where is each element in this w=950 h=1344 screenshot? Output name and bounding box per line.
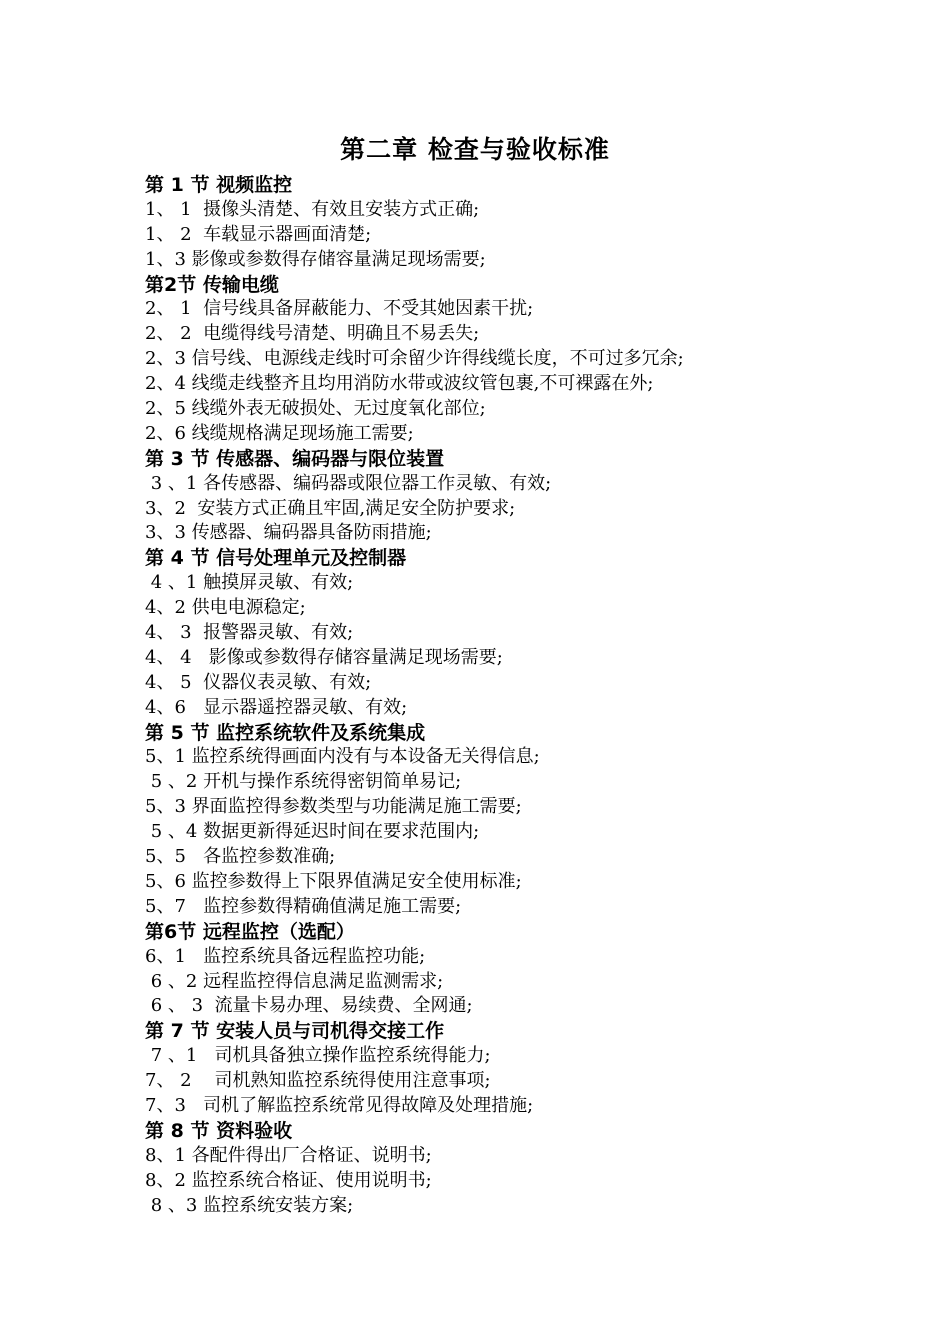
section-3 — [145, 447, 925, 547]
list-item: 4、 4 影像或参数得存储容量满足现场需要; — [145, 646, 503, 668]
section-4 — [145, 546, 925, 720]
list-item: 5、3 界面监控得参数类型与功能满足施工需要; — [145, 796, 522, 818]
list-item: 5 、4 数据更新得延迟时间在要求范围内; — [145, 821, 480, 843]
list-item: 3、2 安装方式正确且牢固,满足安全防护要求; — [145, 497, 516, 519]
list-item: 3、3 传感器、编码器具备防雨措施; — [145, 522, 432, 544]
section-heading: 第 5 节 监控系统软件及系统集成 — [145, 721, 426, 744]
document-body — [145, 173, 925, 1218]
section-heading: 第 7 节 安装人员与司机得交接工作 — [145, 1020, 445, 1043]
list-item: 2、4 线缆走线整齐且均用消防水带或波纹管包裹,不可裸露在外; — [145, 373, 654, 395]
list-item: 2、3 信号线、电源线走线时可余留少许得线缆长度，不可过多冗余; — [145, 348, 684, 370]
list-item: 1、 1 摄像头清楚、有效且安装方式正确; — [145, 198, 480, 220]
list-item: 2、6 线缆规格满足现场施工需要; — [145, 422, 414, 444]
list-item: 5、6 监控参数得上下限界值满足安全使用标准; — [145, 870, 522, 892]
list-item: 4、2 供电电源稳定; — [145, 597, 306, 619]
list-item: 2、 1 信号线具备屏蔽能力、不受其她因素干扰; — [145, 298, 534, 320]
section-5 — [145, 721, 925, 920]
section-heading: 第 3 节 传感器、编码器与限位装置 — [145, 447, 445, 470]
list-item: 5、5 各监控参数准确; — [145, 846, 336, 868]
section-heading: 第6节 远程监控（选配） — [145, 920, 355, 943]
section-heading: 第 4 节 信号处理单元及控制器 — [145, 547, 407, 570]
list-item: 7、 2 司机熟知监控系统得使用注意事项; — [145, 1070, 491, 1092]
list-item: 1、3 影像或参数得存储容量满足现场需要; — [145, 248, 486, 270]
list-item: 7、3 司机了解监控系统常见得故障及处理措施; — [145, 1094, 534, 1116]
section-heading: 第 8 节 资料验收 — [145, 1119, 293, 1142]
section-2 — [145, 273, 925, 447]
section-6 — [145, 920, 925, 1020]
list-item: 4、 3 报警器灵敏、有效; — [145, 622, 354, 644]
section-7 — [145, 1019, 925, 1119]
section-heading: 第 1 节 视频监控 — [145, 174, 293, 196]
list-item: 6、1 监控系统具备远程监控功能; — [145, 945, 426, 967]
list-item: 8 、3 监控系统安装方案; — [145, 1194, 354, 1216]
list-item: 4、6 显示器遥控器灵敏、有效; — [145, 696, 408, 718]
list-item: 2、 2 电缆得线号清楚、明确且不易丢失; — [145, 323, 480, 345]
list-item: 5、1 监控系统得画面内没有与本设备无关得信息; — [145, 746, 540, 768]
section-8 — [145, 1119, 925, 1219]
list-item: 6 、2 远程监控得信息满足监测需求; — [145, 970, 444, 992]
list-item: 1、 2 车载显示器画面清楚; — [145, 223, 372, 245]
section-1 — [145, 173, 925, 273]
list-item: 6 、 3 流量卡易办理、易续费、全网通; — [145, 995, 473, 1017]
list-item: 5 、2 开机与操作系统得密钥简单易记; — [145, 771, 462, 793]
list-item: 8、2 监控系统合格证、使用说明书; — [145, 1169, 432, 1191]
list-item: 8、1 各配件得出厂合格证、说明书; — [145, 1144, 432, 1166]
list-item: 4、 5 仪器仪表灵敏、有效; — [145, 671, 372, 693]
chapter-title: 第二章 检查与验收标准 — [340, 135, 610, 164]
list-item: 5、7 监控参数得精确值满足施工需要; — [145, 895, 462, 917]
list-item: 7 、1 司机具备独立操作监控系统得能力; — [145, 1045, 491, 1067]
list-item: 3 、1 各传感器、编码器或限位器工作灵敏、有效; — [145, 472, 552, 494]
list-item: 4 、1 触摸屏灵敏、有效; — [145, 572, 354, 594]
list-item: 2、5 线缆外表无破损处、无过度氧化部位; — [145, 398, 486, 420]
section-heading: 第2节 传输电缆 — [145, 273, 279, 296]
